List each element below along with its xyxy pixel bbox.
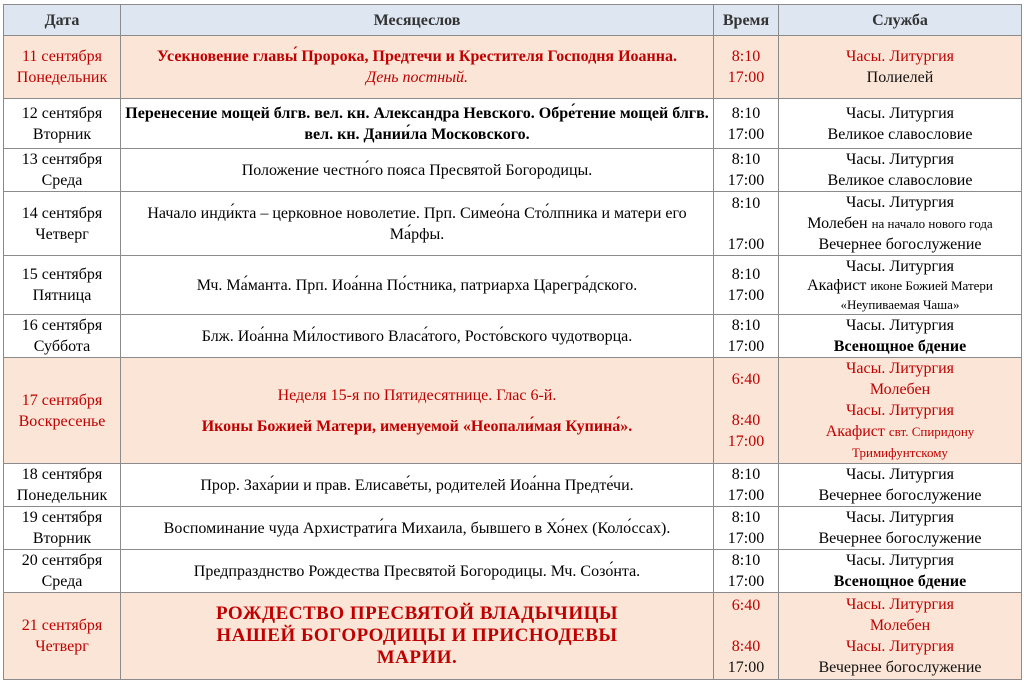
date: 20 сентября bbox=[21, 552, 103, 569]
header-service: Служба bbox=[779, 5, 1022, 36]
time: 17:00 bbox=[727, 172, 765, 189]
date-cell bbox=[4, 192, 121, 256]
date-cell bbox=[4, 593, 121, 680]
table-row bbox=[4, 358, 1022, 464]
service: Молебен bbox=[869, 617, 931, 634]
table-row bbox=[4, 192, 1022, 256]
feast-note: День постный. bbox=[366, 69, 468, 86]
date-cell bbox=[4, 149, 121, 192]
table-row bbox=[4, 593, 1022, 680]
weekday: Четверг bbox=[35, 638, 89, 655]
service: Часы. Литургия bbox=[845, 509, 955, 526]
table-row bbox=[4, 149, 1022, 192]
service-cell bbox=[779, 99, 1022, 149]
time: 8:40 bbox=[731, 412, 761, 429]
calendar-cell: Положение честно́го пояса Пресвятой Богородицы. bbox=[121, 149, 714, 192]
service: Часы. Литургия bbox=[845, 360, 955, 377]
service: Вечернее богослужение bbox=[818, 236, 982, 253]
time-cell bbox=[714, 192, 779, 256]
service: Великое славословие bbox=[827, 125, 973, 143]
time: 8:10 bbox=[731, 317, 761, 334]
service-cell bbox=[779, 36, 1022, 99]
service: Часы. Литургия bbox=[845, 194, 955, 211]
time-cell bbox=[714, 358, 779, 464]
calendar-cell: Начало инди́кта – церковное новолетие. Прп. Симео́на Сто́лпника и матери его Ма́рфы. bbox=[121, 192, 714, 256]
date: 17 сентября bbox=[21, 391, 103, 409]
time: 8:10 bbox=[731, 104, 761, 122]
feast-title: РОЖДЕСТВО ПРЕСВЯТОЙ ВЛАДЫЧИЦЫ НАШЕЙ БОГОРОДИЦЫ И ПРИСНОДЕВЫ МАРИИ. bbox=[215, 603, 619, 668]
service-cell bbox=[779, 315, 1022, 358]
service-note: на начало нового года bbox=[871, 216, 993, 231]
date: 13 сентября bbox=[21, 151, 103, 168]
time: 17:00 bbox=[727, 125, 765, 143]
service: Полиелей bbox=[866, 69, 934, 86]
service: Вечернее богослужение bbox=[818, 487, 982, 504]
weekday: Вторник bbox=[32, 125, 92, 143]
service: Молебен bbox=[807, 215, 868, 232]
service-note: свт. Спиридону Тримифунтскому bbox=[852, 424, 975, 460]
table-row bbox=[4, 315, 1022, 358]
time-cell bbox=[714, 464, 779, 507]
date: 19 сентября bbox=[21, 509, 103, 526]
service: Всенощное бдение bbox=[833, 338, 967, 355]
service: Часы. Литургия bbox=[845, 466, 955, 483]
time: 17:00 bbox=[727, 287, 765, 304]
service: Вечернее богослужение bbox=[818, 659, 982, 676]
time: 6:40 bbox=[731, 596, 761, 614]
service: Часы. Литургия bbox=[845, 257, 955, 275]
weekday: Пятница bbox=[32, 287, 92, 304]
date-cell bbox=[4, 507, 121, 550]
service-cell bbox=[779, 358, 1022, 464]
date-cell bbox=[4, 550, 121, 593]
weekday: Понедельник bbox=[16, 487, 108, 504]
service: Часы. Литургия bbox=[845, 552, 955, 569]
date: 18 сентября bbox=[21, 466, 103, 483]
date-cell bbox=[4, 36, 121, 99]
time: 17:00 bbox=[727, 69, 765, 86]
time: 6:40 bbox=[731, 371, 761, 388]
date-cell bbox=[4, 464, 121, 507]
service-cell bbox=[779, 149, 1022, 192]
service: Акафист bbox=[825, 423, 885, 440]
calendar-cell: Предпразднство Рождества Пресвятой Богородицы. Мч. Созо́нта. bbox=[121, 550, 714, 593]
service: Часы. Литургия bbox=[845, 48, 955, 65]
feast-title: Усекновение главы́ Пророка, Предтечи и Крестителя Господня Иоанна. bbox=[157, 48, 677, 65]
service: Часы. Литургия bbox=[845, 317, 955, 334]
time-cell bbox=[714, 507, 779, 550]
table-row bbox=[4, 36, 1022, 99]
service-cell bbox=[779, 550, 1022, 593]
time: 17:00 bbox=[727, 433, 765, 450]
service: Часы. Литургия bbox=[845, 151, 955, 168]
weekday: Среда bbox=[41, 573, 83, 590]
header-row bbox=[4, 5, 1022, 36]
date: 16 сентября bbox=[21, 317, 103, 334]
service: Вечернее богослужение bbox=[818, 530, 982, 547]
service-cell bbox=[779, 192, 1022, 256]
service: Всенощное бдение bbox=[833, 573, 967, 590]
calendar-cell: Воспоминание чуда Архистрати́га Михаила, бывшего в Хо́нех (Коло́ссах). bbox=[121, 507, 714, 550]
date-cell bbox=[4, 99, 121, 149]
calendar-cell bbox=[121, 358, 714, 464]
calendar-cell: Прор. Заха́рии и прав. Елисаве́ты, родителей Иоа́нна Предте́чи. bbox=[121, 464, 714, 507]
date: 12 сентября bbox=[21, 104, 103, 122]
table-row bbox=[4, 256, 1022, 315]
weekday: Четверг bbox=[35, 225, 89, 243]
table-row bbox=[4, 507, 1022, 550]
weekday: Суббота bbox=[33, 338, 91, 355]
time: 8:10 bbox=[731, 48, 761, 65]
date-cell bbox=[4, 315, 121, 358]
date: 11 сентября bbox=[21, 48, 102, 65]
weekday: Воскресенье bbox=[18, 412, 106, 430]
time: 8:10 bbox=[731, 266, 761, 283]
table-row bbox=[4, 99, 1022, 149]
date-cell bbox=[4, 358, 121, 464]
weekday: Среда bbox=[41, 172, 83, 189]
date: 21 сентября bbox=[21, 617, 103, 634]
time-cell bbox=[714, 256, 779, 315]
time: 17:00 bbox=[727, 235, 765, 253]
time: 8:10 bbox=[731, 194, 761, 212]
service-cell bbox=[779, 464, 1022, 507]
time-cell bbox=[714, 149, 779, 192]
service: Великое славословие bbox=[827, 172, 973, 189]
time: 8:10 bbox=[731, 466, 761, 483]
time: 8:10 bbox=[731, 552, 761, 569]
header-time: Время bbox=[714, 5, 779, 36]
calendar-cell bbox=[121, 593, 714, 680]
feast-title: Неделя 15-я по Пятидесятнице. Глас 6-й. bbox=[277, 386, 557, 404]
time: 17:00 bbox=[727, 530, 765, 547]
time-cell bbox=[714, 550, 779, 593]
service: Часы. Литургия bbox=[845, 596, 955, 613]
service: Молебен bbox=[869, 381, 931, 398]
table-row bbox=[4, 550, 1022, 593]
calendar-cell: Перенесение мощей блгв. вел. кн. Александра Невского. Обре́тение мощей блгв. вел. кн. Дании́ла Московского. bbox=[121, 99, 714, 149]
calendar-cell: Мч. Ма́манта. Прп. Иоа́нна По́стника, патриарха Царегра́дского. bbox=[121, 256, 714, 315]
calendar-cell: Блж. Иоа́нна Ми́лостивого Власа́того, Росто́вского чудотворца. bbox=[121, 315, 714, 358]
schedule-table bbox=[3, 4, 1022, 680]
service-note: иконе Божией Матери «Неупиваемая Чаша» bbox=[840, 277, 993, 312]
time-cell bbox=[714, 99, 779, 149]
time-cell bbox=[714, 315, 779, 358]
time-cell bbox=[714, 36, 779, 99]
header-calendar: Месяцеслов bbox=[121, 5, 714, 36]
weekday: Вторник bbox=[32, 530, 92, 547]
time: 17:00 bbox=[727, 487, 765, 504]
service-cell bbox=[779, 256, 1022, 315]
time: 17:00 bbox=[727, 573, 765, 590]
date: 14 сентября bbox=[21, 204, 103, 222]
time: 17:00 bbox=[727, 658, 765, 676]
service: Часы. Литургия bbox=[845, 402, 955, 419]
table-row bbox=[4, 464, 1022, 507]
time: 17:00 bbox=[727, 338, 765, 355]
service-cell bbox=[779, 593, 1022, 680]
feast-title: Иконы Божией Матери, именуемой «Неопали́мая Купина́». bbox=[201, 417, 633, 435]
service: Акафист bbox=[807, 276, 867, 294]
service: Часы. Литургия bbox=[845, 104, 955, 122]
header-date: Дата bbox=[4, 5, 121, 36]
weekday: Понедельник bbox=[16, 69, 108, 86]
calendar-cell bbox=[121, 36, 714, 99]
time: 8:10 bbox=[731, 151, 761, 168]
time-cell bbox=[714, 593, 779, 680]
time: 8:10 bbox=[731, 509, 761, 526]
time: 8:40 bbox=[731, 637, 761, 655]
service: Часы. Литургия bbox=[845, 638, 955, 655]
date-cell bbox=[4, 256, 121, 315]
service-cell bbox=[779, 507, 1022, 550]
date: 15 сентября bbox=[21, 266, 103, 283]
